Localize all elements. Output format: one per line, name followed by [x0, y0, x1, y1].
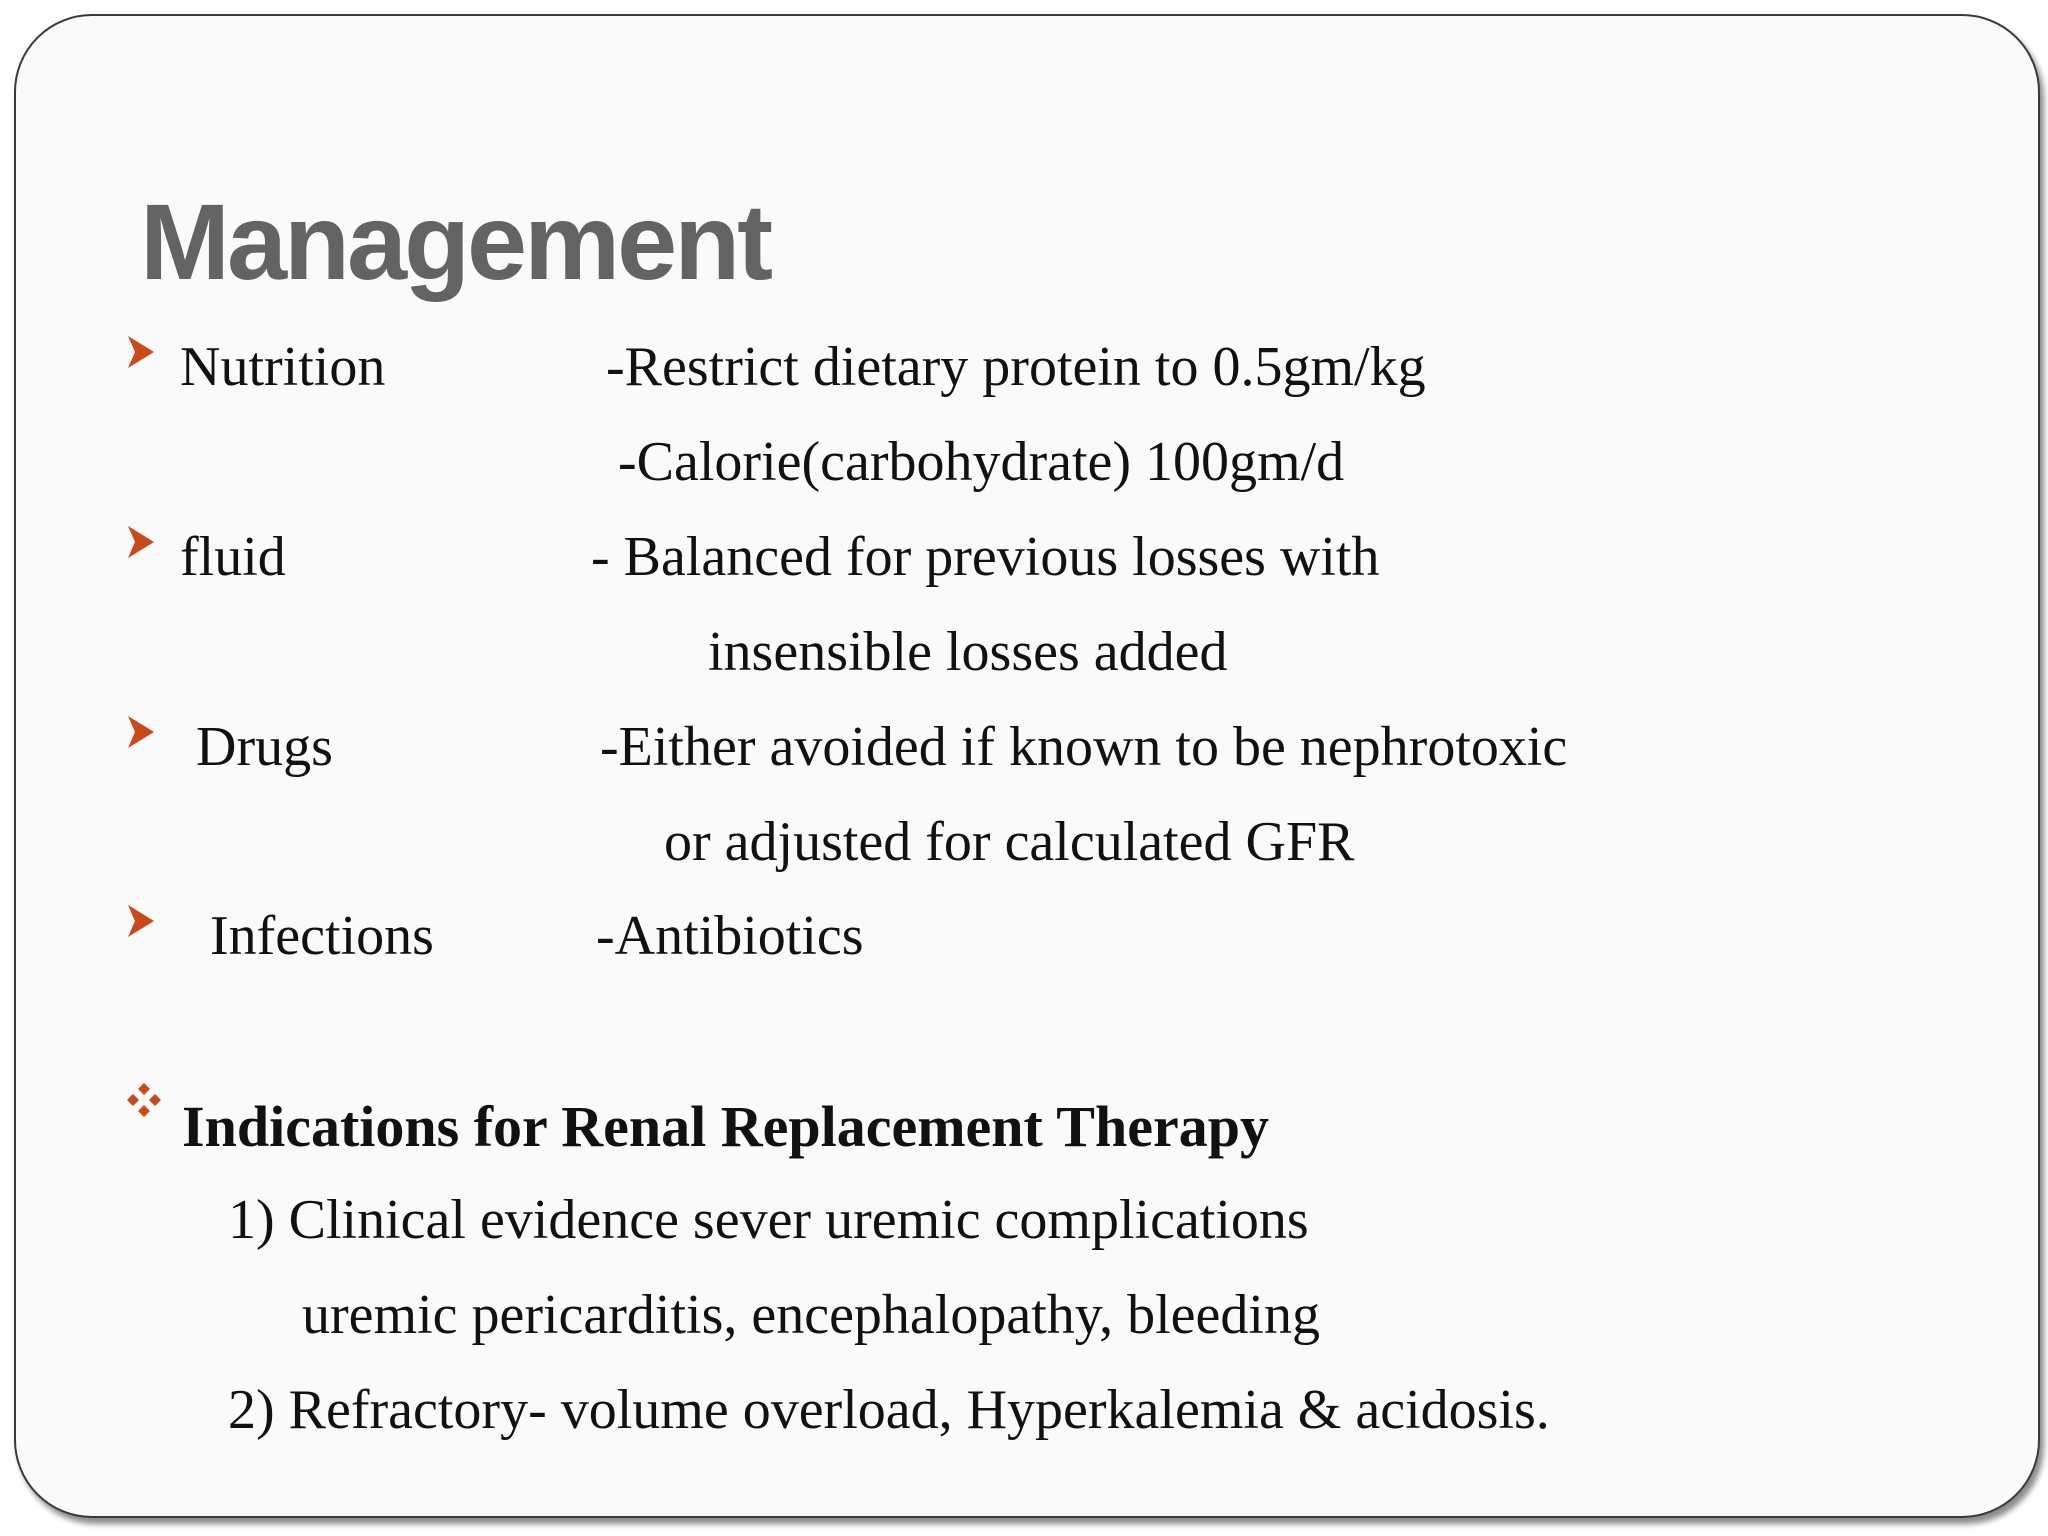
bullet-detail-fluid-2: insensible losses added [708, 621, 1228, 683]
rrt-item-1: 1) Clinical evidence sever uremic complications [228, 1189, 1309, 1251]
bullet-detail-nutrition-1: -Restrict dietary protein to 0.5gm/kg [606, 336, 1426, 398]
arrow-bullet-icon [126, 714, 156, 750]
bullet-detail-fluid-1: - Balanced for previous losses with [591, 526, 1380, 588]
rrt-heading: Indications for Renal Replacement Therapy [182, 1094, 1269, 1159]
diamond-bullet-icon [126, 1082, 162, 1118]
bullet-detail-infections-1: -Antibiotics [596, 905, 864, 967]
bullet-label-nutrition: Nutrition [180, 336, 386, 398]
bullet-label-drugs: Drugs [196, 716, 333, 778]
bullet-detail-nutrition-2: -Calorie(carbohydrate) 100gm/d [618, 431, 1345, 493]
bullet-detail-drugs-2: or adjusted for calculated GFR [664, 811, 1355, 873]
arrow-bullet-icon [126, 903, 156, 939]
bullet-detail-drugs-1: -Either avoided if known to be nephrotoxic [600, 716, 1568, 778]
arrow-bullet-icon [126, 334, 156, 370]
bullet-label-fluid: fluid [180, 526, 286, 588]
arrow-bullet-icon [126, 524, 156, 560]
rrt-item-2: 2) Refractory- volume overload, Hyperkalemia & acidosis. [228, 1379, 1550, 1441]
slide-frame [14, 14, 2040, 1518]
slide-title: Management [140, 181, 771, 302]
bullet-label-infections: Infections [210, 905, 434, 967]
rrt-item-1-detail: uremic pericarditis, encephalopathy, bleeding [302, 1284, 1320, 1346]
